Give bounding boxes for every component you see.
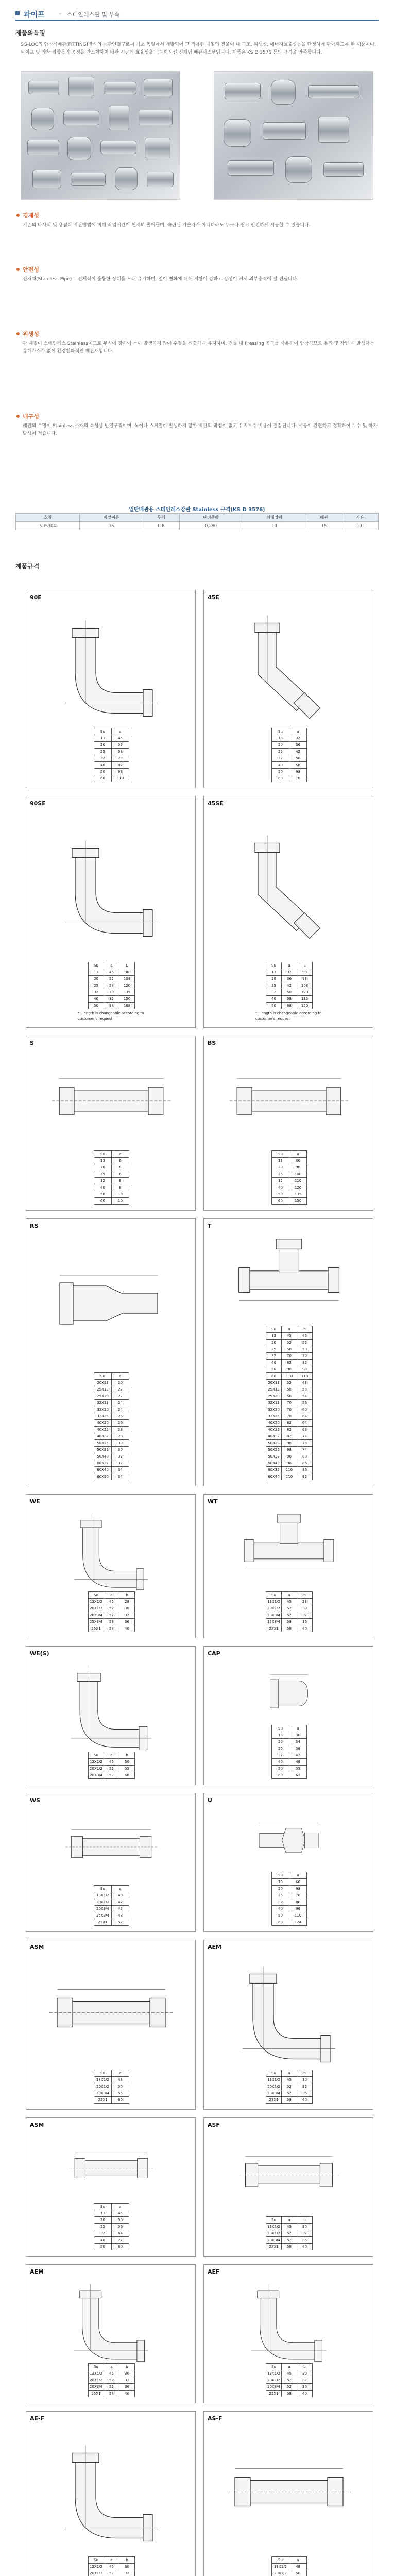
table-row: 40 58 135 bbox=[266, 996, 313, 1003]
table-row: 32X13 24 bbox=[94, 1400, 129, 1406]
dimension-table bbox=[88, 1752, 135, 1779]
dimension-table-header: Su a bbox=[94, 1373, 129, 1380]
table-row: 50 10 bbox=[94, 1191, 129, 1198]
fitting-diagram bbox=[204, 590, 374, 728]
table-row: 20 68 bbox=[272, 1886, 307, 1892]
dimension-table bbox=[271, 728, 307, 782]
table-row: 20X3/4 52 32 bbox=[266, 1612, 313, 1619]
intro-text: SG-LOC의 압착식배관(FITTING)방식의 배관연결구로써 최초 독일에서 개발되어 그 적용한 내일의 건물이 내 구조, 위생성, 에너지효율성등을 단정하게 판매하도록 한 제품이며, 파이프 및 압착 접합등의 공정을 간소화하여 배관 시공의 효율성을 극대화시킨 신개념 배관시스템입니다. 제품은 KS D 3576 등의 규격을 만족합니다. bbox=[21, 42, 376, 55]
table-row: 13X1/2 45 50 bbox=[89, 1759, 135, 1766]
feature-hygiene: 위생성 관 재질이 스테인레스 Stainless이므로 부식에 강하여 녹이 발생하지 않아 수질을 깨끗하게 유지하며, 건물 내 Pressing 공구를 사용하여 압착하므로 용접 및 작업 시 발생하는 유해가스가 없어 환경친화적인 배관재입니다. bbox=[15, 330, 379, 402]
fitting-label: RS bbox=[30, 1223, 39, 1229]
table-row: 20X1/2 52 32 bbox=[266, 2230, 313, 2237]
table-row: 50 135 bbox=[272, 1191, 307, 1198]
table-row: 20X13 20 bbox=[94, 1380, 129, 1386]
table-row: 20 36 98 bbox=[266, 976, 313, 982]
table-row: 50X20 98 70 bbox=[266, 1440, 313, 1447]
table-row: 25X3/4 58 36 bbox=[89, 1619, 135, 1625]
dimension-table bbox=[266, 1326, 313, 1480]
feature-safety: 안전성 전자재(Stainless Pipe)로 전체적이 훌륭한 상태를 오래 유지하며, 열이 변화에 대해 저항이 강하고 강성이 커서 외부충격에 잘 견딥니다. bbox=[15, 265, 379, 314]
dimension-table bbox=[271, 2556, 307, 2576]
dimension-table-header: Su a L bbox=[266, 962, 313, 969]
table-row: 20X3/4 52 36 bbox=[266, 2384, 313, 2391]
table-row: 25X1 60 bbox=[94, 2097, 129, 2104]
table-row: 13 6 bbox=[94, 1158, 129, 1164]
table-row: 20 52 52 bbox=[266, 1340, 313, 1346]
table-row: 50X32 30 bbox=[94, 1447, 129, 1453]
dimension-table-header: Su a bbox=[272, 1872, 307, 1879]
fitting-panel bbox=[26, 2264, 196, 2403]
table-row: 20 52 bbox=[94, 742, 129, 749]
fitting-label: AEM bbox=[30, 2268, 44, 2275]
table-row: 20 52 108 bbox=[89, 976, 135, 982]
table-row: 40X32 82 74 bbox=[266, 1433, 313, 1440]
table-row: 50X40 32 bbox=[94, 1453, 129, 1460]
fitting-label: WS bbox=[30, 1797, 41, 1804]
table-row: 40 96 bbox=[272, 1906, 307, 1912]
table-row: 32 70 135 bbox=[89, 989, 135, 996]
table-row: 13 45 bbox=[94, 2210, 129, 2217]
table-row: 13 45 bbox=[94, 735, 129, 742]
table-row: 50X32 98 80 bbox=[266, 1453, 313, 1460]
table-row: 60 150 bbox=[272, 1198, 307, 1205]
table-row: 13X1/2 45 30 bbox=[266, 2224, 313, 2230]
dimension-table-header: Su a bbox=[94, 1151, 129, 1158]
table-row: 13X1/2 45 30 bbox=[266, 2077, 313, 2083]
dimension-table-header: Su a bbox=[272, 2557, 307, 2564]
table-row: 13 32 90 bbox=[266, 969, 313, 976]
table-row: 40X20 82 64 bbox=[266, 1420, 313, 1427]
fitting-panel bbox=[203, 796, 373, 1028]
fitting-diagram bbox=[204, 2265, 374, 2363]
dimension-table bbox=[94, 1150, 129, 1205]
fitting-panel bbox=[26, 1646, 196, 1785]
dimension-table-header: Su a b bbox=[266, 2217, 313, 2224]
table-row: 32 50 120 bbox=[266, 989, 313, 996]
table-row: 20X3/4 52 36 bbox=[266, 2090, 313, 2097]
fitting-panel bbox=[26, 796, 196, 1028]
fitting-diagram bbox=[26, 1219, 196, 1372]
fitting-panel bbox=[26, 1793, 196, 1932]
fitting-diagram bbox=[204, 1940, 374, 2070]
table-row: 32 8 bbox=[94, 1178, 129, 1184]
table-row: 50 98 98 bbox=[266, 1366, 313, 1373]
table-row: 50X40 98 86 bbox=[266, 1460, 313, 1467]
fitting-label: S bbox=[30, 1040, 34, 1046]
product-photo-right bbox=[214, 71, 373, 200]
fitting-label: CAP bbox=[208, 1650, 220, 1657]
table-row: 25 100 bbox=[272, 1171, 307, 1178]
table-row: 13 30 bbox=[272, 1732, 307, 1739]
table-row: 60 110 110 bbox=[266, 1373, 313, 1380]
table-row: 60X40 34 bbox=[94, 1467, 129, 1473]
table-row: 25X13 22 bbox=[94, 1386, 129, 1393]
fitting-diagram bbox=[26, 1647, 196, 1752]
fitting-panel bbox=[26, 1036, 196, 1211]
fitting-label: ASF bbox=[208, 2122, 220, 2128]
table-row: 25 6 bbox=[94, 1171, 129, 1178]
fitting-diagram bbox=[26, 2412, 196, 2556]
fitting-diagram bbox=[26, 1495, 196, 1591]
fitting-diagram bbox=[204, 1219, 374, 1326]
dimension-table bbox=[266, 1591, 313, 1632]
dimension-table-header: Su a b bbox=[266, 1592, 313, 1599]
dimension-table bbox=[271, 1872, 307, 1926]
table-row: 13X1/2 48 bbox=[94, 2077, 129, 2083]
table-row: 32 86 bbox=[272, 1899, 307, 1906]
table-row: 40X32 28 bbox=[94, 1433, 129, 1440]
fitting-panel bbox=[203, 2117, 373, 2257]
table-row: 13 45 98 bbox=[89, 969, 135, 976]
spec-table-header-row: 호칭 바깥지름 두께 단위중량 최대압력 배관 사용 bbox=[16, 514, 379, 522]
table-row: 13X1/2 45 30 bbox=[89, 2564, 135, 2570]
table-row: 25 42 108 bbox=[266, 982, 313, 989]
table-row: 50 98 bbox=[94, 769, 129, 775]
table-row: 32 110 bbox=[272, 1178, 307, 1184]
fitting-panel bbox=[203, 2264, 373, 2403]
fitting-panel bbox=[203, 1036, 373, 1211]
fitting-label: WT bbox=[208, 1498, 218, 1505]
feature-bullet-icon bbox=[16, 214, 20, 217]
dimension-table-header: Su a b bbox=[89, 2364, 135, 2370]
table-row: 13 32 bbox=[272, 735, 307, 742]
table-row: 25X1 58 40 bbox=[266, 2391, 313, 2397]
fitting-diagram bbox=[204, 2412, 374, 2556]
table-row: 20X3/4 52 36 bbox=[266, 2237, 313, 2244]
fitting-diagram bbox=[26, 1036, 196, 1150]
table-row: 32X25 70 64 bbox=[266, 1413, 313, 1420]
fitting-label: AEM bbox=[208, 1944, 221, 1951]
table-row: SUS304 15 0.8 0.280 10 15 1.0 bbox=[16, 522, 379, 530]
table-row: 32X13 70 56 bbox=[266, 1400, 313, 1406]
table-row: 40X25 28 bbox=[94, 1427, 129, 1433]
fitting-label: 45E bbox=[208, 594, 219, 601]
table-row: 32 70 70 bbox=[266, 1353, 313, 1360]
dimension-table-header: Su a b bbox=[266, 2364, 313, 2370]
table-row: 50 98 168 bbox=[89, 1003, 135, 1009]
fitting-diagram bbox=[26, 1940, 196, 2070]
dimension-table bbox=[266, 2070, 313, 2104]
dimension-table bbox=[88, 2363, 135, 2397]
table-row: 32X20 70 60 bbox=[266, 1406, 313, 1413]
table-row: 25 42 bbox=[272, 749, 307, 755]
feature-durability: 내구성 배관의 수명이 Stainless 소재의 특성상 반영구적이며, 녹이나 스케일이 발생하지 않아 배관의 막힘이 없고 유지보수 비용이 절감됩니다. 시공이 간편하고 정확하여 누수 및 하자 발생이 적습니다. bbox=[15, 412, 379, 484]
table-row: 25X1 58 40 bbox=[266, 1625, 313, 1632]
dimension-table bbox=[266, 962, 313, 1009]
intro-title: 제품의특징 bbox=[15, 29, 45, 37]
table-row: 20 6 bbox=[94, 1164, 129, 1171]
table-row: 25 56 bbox=[94, 2224, 129, 2230]
table-row: 20X1/2 52 30 bbox=[89, 1605, 135, 1612]
table-row: 13X1/2 45 30 bbox=[89, 2370, 135, 2377]
table-row: 50 110 bbox=[272, 1912, 307, 1919]
fitting-panel bbox=[203, 1646, 373, 1785]
table-row: 60 62 bbox=[272, 1772, 307, 1779]
table-row: 25X13 58 50 bbox=[266, 1386, 313, 1393]
spec-table bbox=[15, 513, 379, 530]
table-row: 25 58 120 bbox=[89, 982, 135, 989]
table-row: 13X1/2 45 30 bbox=[266, 2370, 313, 2377]
table-row: 40 48 bbox=[272, 1759, 307, 1766]
product-photo-left bbox=[21, 71, 180, 200]
table-row: 20X1/2 52 32 bbox=[89, 2377, 135, 2384]
table-row: 20X3/4 52 60 bbox=[89, 1772, 135, 1779]
fitting-panel bbox=[26, 1494, 196, 1638]
table-row: 13 45 45 bbox=[266, 1333, 313, 1340]
page-title: 파이프 bbox=[24, 11, 45, 19]
table-row: 40X20 26 bbox=[94, 1420, 129, 1427]
table-row: 20 36 bbox=[272, 742, 307, 749]
fitting-label: T bbox=[208, 1223, 212, 1229]
table-row: 40 72 bbox=[94, 2237, 129, 2244]
table-row: 13X1/2 40 bbox=[94, 1892, 129, 1899]
fitting-label: BS bbox=[208, 1040, 216, 1046]
fitting-panel bbox=[26, 2411, 196, 2576]
table-row: 40X25 82 68 bbox=[266, 1427, 313, 1433]
dimension-table-header: Su a b bbox=[266, 2070, 313, 2077]
dimension-table bbox=[94, 2203, 129, 2250]
table-row: 20X1/2 52 32 bbox=[89, 2570, 135, 2576]
fitting-label: WE(S) bbox=[30, 1650, 49, 1657]
fitting-label: 45SE bbox=[208, 800, 224, 807]
table-row: 50 80 bbox=[94, 2244, 129, 2250]
table-row: 20X13 52 48 bbox=[266, 1380, 313, 1386]
dimension-table-header: Su a bbox=[94, 728, 129, 735]
fitting-diagram bbox=[204, 1793, 374, 1872]
table-row: 25 76 bbox=[272, 1892, 307, 1899]
fitting-panel bbox=[203, 1940, 373, 2110]
dimension-table-header: Su a b bbox=[266, 1326, 313, 1333]
dimension-table bbox=[271, 1725, 307, 1779]
table-row: 25 38 bbox=[272, 1745, 307, 1752]
table-row: 50X25 98 74 bbox=[266, 1447, 313, 1453]
table-row: 32X20 24 bbox=[94, 1406, 129, 1413]
table-row: 60 124 bbox=[272, 1919, 307, 1926]
dimension-table-header: Su a bbox=[94, 2204, 129, 2210]
fitting-label: AEF bbox=[208, 2268, 220, 2275]
fitting-label: 90SE bbox=[30, 800, 46, 807]
fitting-panel bbox=[203, 1494, 373, 1638]
dimension-table bbox=[88, 962, 135, 1009]
dimension-table-header: Su a b bbox=[89, 1592, 135, 1599]
spec-table-caption: 일반배관용 스테인레스강관 Stainless 규격(KS D 3576) bbox=[129, 507, 265, 513]
table-row: 60X32 32 bbox=[94, 1460, 129, 1467]
table-row: 25X3/4 58 36 bbox=[266, 1619, 313, 1625]
dimension-table-header: Su a bbox=[94, 2070, 129, 2077]
table-row: 20X1/2 52 30 bbox=[266, 1605, 313, 1612]
table-row: 32 42 bbox=[272, 1752, 307, 1759]
dimension-table-header: Su a b bbox=[89, 2557, 135, 2564]
dimension-table bbox=[94, 2070, 129, 2104]
table-row: 20X1/2 50 bbox=[272, 2570, 307, 2576]
table-row: 60X32 110 86 bbox=[266, 1467, 313, 1473]
table-row: 20 90 bbox=[272, 1164, 307, 1171]
table-row: 32 70 bbox=[94, 755, 129, 762]
table-row: 13 60 bbox=[272, 1879, 307, 1886]
fitting-diagram bbox=[26, 590, 196, 728]
dimension-table-header: Su a L bbox=[89, 962, 135, 969]
fitting-diagram bbox=[26, 796, 196, 962]
table-row: 20X3/4 52 36 bbox=[89, 2384, 135, 2391]
fitting-diagram bbox=[26, 2118, 196, 2203]
fitting-label: AE-F bbox=[30, 2415, 45, 2422]
fitting-diagram bbox=[26, 1793, 196, 1885]
fitting-label: 90E bbox=[30, 594, 42, 601]
fitting-panel bbox=[203, 2411, 373, 2576]
table-row: 40 82 150 bbox=[89, 996, 135, 1003]
dimension-table-header: Su a bbox=[272, 1151, 307, 1158]
fitting-panel bbox=[203, 1218, 373, 1486]
table-row: 25X1 58 40 bbox=[89, 2391, 135, 2397]
fitting-diagram bbox=[204, 1036, 374, 1150]
fitting-diagram bbox=[204, 2118, 374, 2216]
fitting-diagram bbox=[204, 1495, 374, 1591]
dimension-table-header: Su a bbox=[272, 728, 307, 735]
table-row: 13 80 bbox=[272, 1158, 307, 1164]
length-note: *L length is changeable according to customer's request bbox=[255, 1011, 322, 1021]
table-row: 25X20 22 bbox=[94, 1393, 129, 1400]
table-row: 32 64 bbox=[94, 2230, 129, 2237]
table-row: 13X1/2 48 bbox=[272, 2564, 307, 2570]
table-row: 60X40 110 92 bbox=[266, 1473, 313, 1480]
dimension-table bbox=[266, 2216, 313, 2250]
dimension-table-header: Su a b bbox=[89, 1752, 135, 1759]
fitting-panel bbox=[26, 2117, 196, 2257]
fitting-diagram bbox=[204, 1647, 374, 1725]
table-row: 32X25 26 bbox=[94, 1413, 129, 1420]
table-row: 25X1 52 bbox=[94, 1919, 129, 1926]
dimension-table bbox=[94, 1885, 129, 1926]
fitting-panel bbox=[203, 1793, 373, 1932]
feature-economy: 경제성 기존의 나사식 및 용접식 배관방법에 비해 작업시간이 현저히 줄어들며, 숙련된 기술자가 아니더라도 누구나 쉽고 안전하게 시공할 수 있습니다. bbox=[15, 211, 379, 260]
feature-bullet-icon bbox=[16, 332, 20, 335]
table-row: 60X50 34 bbox=[94, 1473, 129, 1480]
fitting-panel bbox=[26, 1940, 196, 2110]
dimension-table bbox=[94, 728, 129, 782]
table-row: 20X1/2 42 bbox=[94, 1899, 129, 1906]
table-row: 40 82 bbox=[94, 762, 129, 769]
table-row: 25X1 58 40 bbox=[266, 2097, 313, 2104]
fitting-panel bbox=[26, 590, 196, 788]
table-row: 20 50 bbox=[94, 2217, 129, 2224]
table-row: 20X3/4 45 bbox=[94, 1906, 129, 1912]
table-row: 40 58 bbox=[272, 762, 307, 769]
fitting-panel bbox=[26, 1218, 196, 1486]
table-row: 20X1/2 50 bbox=[94, 2083, 129, 2090]
table-row: 25X1 58 40 bbox=[266, 2244, 313, 2250]
table-row: 32 50 bbox=[272, 755, 307, 762]
fitting-diagram bbox=[204, 796, 374, 962]
title-separator: – bbox=[59, 10, 62, 17]
dimension-table-header: Su a bbox=[94, 1886, 129, 1892]
length-note: *L length is changeable according to customer's request bbox=[78, 1011, 144, 1021]
table-row: 40 8 bbox=[94, 1184, 129, 1191]
section2-title: 제품규격 bbox=[15, 563, 40, 570]
fitting-label: ASM bbox=[30, 2122, 44, 2128]
table-row: 20X3/4 52 32 bbox=[89, 1612, 135, 1619]
fitting-label: U bbox=[208, 1797, 212, 1804]
fitting-label: ASM bbox=[30, 1944, 44, 1951]
table-row: 50 68 150 bbox=[266, 1003, 313, 1009]
table-row: 60 78 bbox=[272, 775, 307, 782]
table-row: 20 34 bbox=[272, 1739, 307, 1745]
page-subtitle: 스테인레스관 및 부속 bbox=[67, 11, 120, 18]
dimension-table bbox=[271, 1150, 307, 1205]
table-row: 20X1/2 52 32 bbox=[266, 2377, 313, 2384]
dimension-table bbox=[266, 2363, 313, 2397]
table-row: 25X1 58 40 bbox=[89, 1625, 135, 1632]
table-row: 50 68 bbox=[272, 769, 307, 775]
table-row: 20X1/2 52 55 bbox=[89, 1766, 135, 1772]
feature-bullet-icon bbox=[16, 415, 20, 418]
fitting-diagram bbox=[26, 2265, 196, 2363]
page-header bbox=[15, 7, 379, 21]
table-row: 13X1/2 45 28 bbox=[89, 1599, 135, 1605]
fitting-panel bbox=[203, 590, 373, 788]
dimension-table-header: Su a bbox=[272, 1725, 307, 1732]
table-row: 50 55 bbox=[272, 1766, 307, 1772]
table-row: 20X1/2 52 32 bbox=[266, 2083, 313, 2090]
table-row: 25 58 bbox=[94, 749, 129, 755]
table-row: 13X1/2 45 28 bbox=[266, 1599, 313, 1605]
table-row: 20X3/4 55 bbox=[94, 2090, 129, 2097]
table-row: 25X3/4 48 bbox=[94, 1912, 129, 1919]
table-row: 60 10 bbox=[94, 1198, 129, 1205]
table-row: 40 120 bbox=[272, 1184, 307, 1191]
feature-bullet-icon bbox=[16, 268, 20, 271]
header-square-icon bbox=[15, 11, 20, 15]
table-row: 25 58 58 bbox=[266, 1346, 313, 1353]
table-row: 40 82 82 bbox=[266, 1360, 313, 1366]
table-row: 25X20 58 54 bbox=[266, 1393, 313, 1400]
dimension-table bbox=[94, 1372, 129, 1480]
fitting-label: WE bbox=[30, 1498, 40, 1505]
table-row: 60 110 bbox=[94, 775, 129, 782]
fitting-label: AS-F bbox=[208, 2415, 222, 2422]
dimension-table bbox=[88, 1591, 135, 1632]
dimension-table bbox=[88, 2556, 135, 2576]
table-row: 50X25 30 bbox=[94, 1440, 129, 1447]
